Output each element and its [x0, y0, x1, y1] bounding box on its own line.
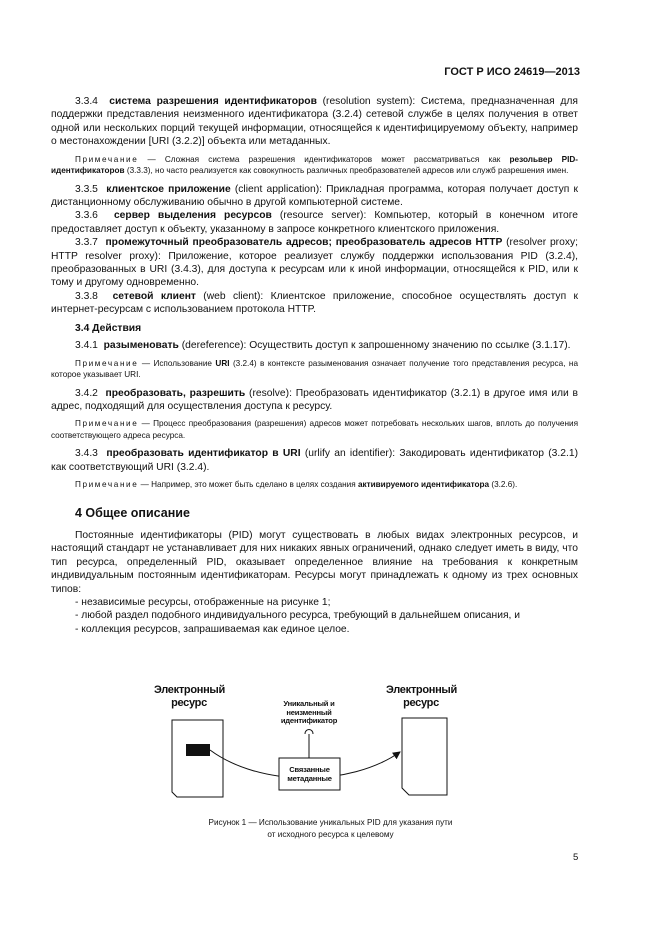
document-header: ГОСТ Р ИСО 24619—2013	[444, 66, 580, 78]
def-3-3-7: 3.3.7 промежуточный преобразователь адресов; преобразователь адресов HTTP (resolver proxy; HTTP resolver proxy): Приложение, которое реализует службу поддержки использования PID (3.2.4), преобразованных в URI (3.4.3), для доступа к ресурсам или к иной информации, относящейся к PID, или к тому и другому одновременно.	[51, 237, 578, 289]
term: преобразовать, разрешить	[105, 387, 246, 399]
source-resource-label: Электронный ресурс	[154, 684, 225, 709]
source-document-icon	[172, 720, 223, 797]
pid-marker	[186, 744, 210, 756]
note-3: Примечание — Процесс преобразования (разрешения) адресов может потребовать нескольких шагов, вплоть до получения соответствующего адреса ресурса.	[51, 419, 578, 440]
target-resource-label: Электронный ресурс	[386, 684, 457, 709]
pid-label: Уникальный и неизменный идентификатор	[280, 699, 338, 726]
def-3-3-4: 3.3.4 система разрешения идентификаторов (resolution system): Система, предназначенная для поддержки представления неизменного идентификатора (3.2.4) сетевой службе в целях получения в ответ одной или нескольких порций текущей информации, относящейся к идентифицируемому объекту, например о местонахождении [URI (3.2.2)] объекта или метаданных.	[51, 96, 578, 148]
term: клиентское приложение	[106, 183, 231, 195]
term: промежуточный преобразователь адресов; преобразователь адресов HTTP	[105, 237, 503, 249]
page-number: 5	[573, 852, 579, 863]
note-2: Примечание — Использование URI (3.2.4) в контексте разыменования означает получение того представления ресурса, на которое указывает URI.	[51, 358, 578, 379]
list-item: - любой раздел подобного индивидуального ресурса, требующий в дальнейшем описания, и	[75, 610, 521, 622]
page-content	[51, 95, 578, 636]
section-4-paragraph: Постоянные идентификаторы (PID) могут существовать в любых видах электронных ресурсов, и настоящий стандарт не устанавливает для них никаких явных ограничений, однако следует иметь в виду, что тип ресурса, определенный PID, оказывает определенное влияние на требования к конкретным индивидуальным постоянным идентификаторам. Ресурсы могут принадлежать к одному из трех основных типов:	[51, 530, 578, 595]
figure-1	[150, 682, 457, 812]
def-3-4-3: 3.4.3 преобразовать идентификатор в URI (urlify an identifier): Закодировать идентификатор (3.2.1) как соответствующий URI (3.2.4).	[51, 448, 579, 473]
def-3-3-6: 3.3.6 сервер выделения ресурсов (resource server): Компьютер, который в конечном итоге предоставляет доступ к объекту, указанному в запросе конкретного клиентского приложения.	[51, 210, 578, 235]
metadata-label: Связанные метаданные	[287, 765, 332, 783]
term: сервер выделения ресурсов	[113, 210, 272, 222]
def-3-4-1: 3.4.1 разыменовать (dereference): Осуществить доступ к запрошенному значению по ссылке (3.1.17).	[75, 340, 571, 352]
section-3-4-title: 3.4 Действия	[75, 322, 142, 334]
term: преобразовать идентификатор в URI	[106, 448, 301, 460]
def-3-4-2: 3.4.2 преобразовать, разрешить (resolve): Преобразовать идентификатор (3.2.1) в другое имя или в адрес, подходящий для осуществления доступа к ресурсу.	[51, 387, 578, 412]
section-4-title: 4 Общее описание	[75, 505, 190, 520]
term: система разрешения идентификаторов	[109, 96, 317, 107]
figure-caption: Рисунок 1 — Использование уникальных PID для указания пути от исходного ресурса к целевому	[208, 818, 453, 839]
term: разыменовать	[103, 340, 179, 352]
term: сетевой клиент	[112, 290, 196, 302]
list-item: - коллекция ресурсов, запрашиваемая как единое целое.	[75, 623, 350, 635]
connector-loop	[305, 730, 313, 735]
note-1: Примечание — Сложная система разрешения идентификаторов может рассматриваться как резольвер PID-идентификаторов (3.3.3), но часто реализуется как совокупность различных преобразователей адресов или служб разрешения имен.	[51, 154, 578, 176]
list-item: - независимые ресурсы, отображенные на рисунке 1;	[75, 597, 331, 609]
target-document-icon	[402, 718, 447, 795]
def-3-3-8: 3.3.8 сетевой клиент (web client): Клиентское приложение, способное осуществлять доступ к интернет-ресурсам с использованием протокола HTTP.	[51, 290, 578, 316]
def-3-3-5: 3.3.5 клиентское приложение (client application): Прикладная программа, которая получает доступ к дистанционному обслуживанию обычно в другой компьютерной системе.	[51, 183, 578, 209]
note-4: Примечание — Например, это может быть сделано в целях создания активируемого идентификатора (3.2.6).	[75, 480, 518, 490]
